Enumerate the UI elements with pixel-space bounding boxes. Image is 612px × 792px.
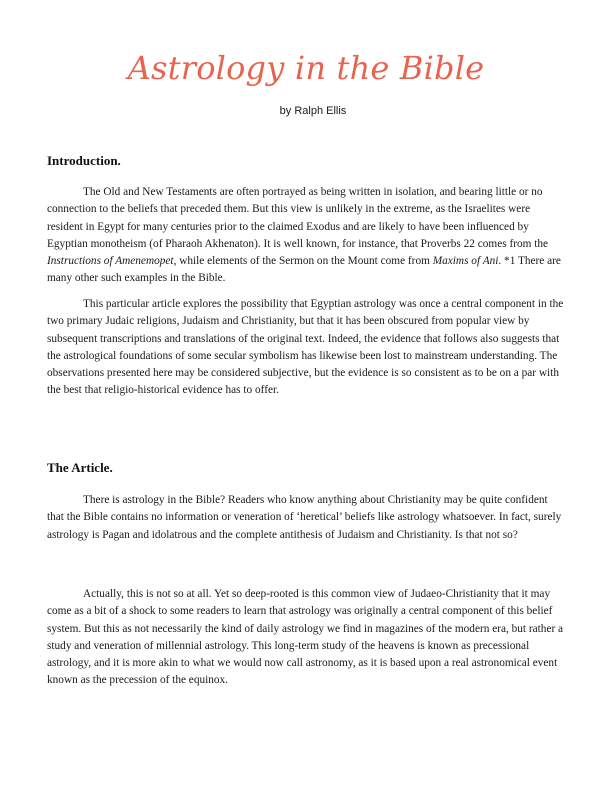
- intro-p1-italic-title-1: Instructions of Amenemopet: [47, 255, 174, 268]
- author-byline: by Ralph Ellis: [279, 105, 347, 117]
- introduction-paragraph-1: [47, 184, 565, 288]
- intro-p1-text-3: . *1 There are many other such examples in the Bible.: [47, 255, 561, 285]
- intro-p1-text-1: The Old and New Testaments are often portrayed as being written in isolation, and bearing little or no connection to the beliefs that preceded them. But this view is unlikely in the extreme, as the Israelites were resident in Egypt for many centuries prior to the claimed Exodus and are likely to have been influenced by Egyptian monotheism (of Pharaoh Akhenaton). It is well known, for instance, that Proverbs 22 comes from the: [47, 186, 549, 250]
- document-title: Astrology in the Bible: [127, 49, 485, 87]
- intro-p1-text-2: , while elements of the Sermon on the Mount come from: [173, 255, 433, 268]
- introduction-paragraph-2: This particular article explores the possibility that Egyptian astrology was once a central component in the two primary Judaic religions, Judaism and Christianity, but that it has been obscured from popular view by subsequent transcriptions and translations of the original text. Indeed, the evidence that follows also suggests that the astrological foundations of some secular symbolism has likewise been lost to mainstream understanding. The observations presented here may be considered subjective, but the evidence is so consistent as to be on a par with the best that religio-historical evidence has to offer.: [47, 298, 564, 397]
- article-heading: The Article.: [47, 460, 113, 475]
- article-paragraph-1: There is astrology in the Bible? Readers who know anything about Christianity may be quite confident that the Bible contains no information or veneration of ‘heretical’ beliefs like astrology whatsoever. In fact, surely astrology is Pagan and idolatrous and the complete antithesis of Judaism and Christianity. Is that not so?: [47, 494, 562, 541]
- intro-p1-italic-title-2: Maxims of Ani: [432, 255, 499, 268]
- article-paragraph-2: Actually, this is not so at all. Yet so deep-rooted is this common view of Judaeo-Christianity that it may come as a bit of a shock to some readers to learn that astrology was originally a central component of this belief system. But this as not necessarily the kind of daily astrology we find in magazines of the modern era, but rather a study and veneration of millennial astrology. This long-term study of the heavens is known as precessional astrology, and it is more akin to what we would now call astronomy, as it is based upon a real astronomical event known as the precession of the equinox.: [47, 588, 564, 687]
- introduction-heading: Introduction.: [47, 153, 121, 168]
